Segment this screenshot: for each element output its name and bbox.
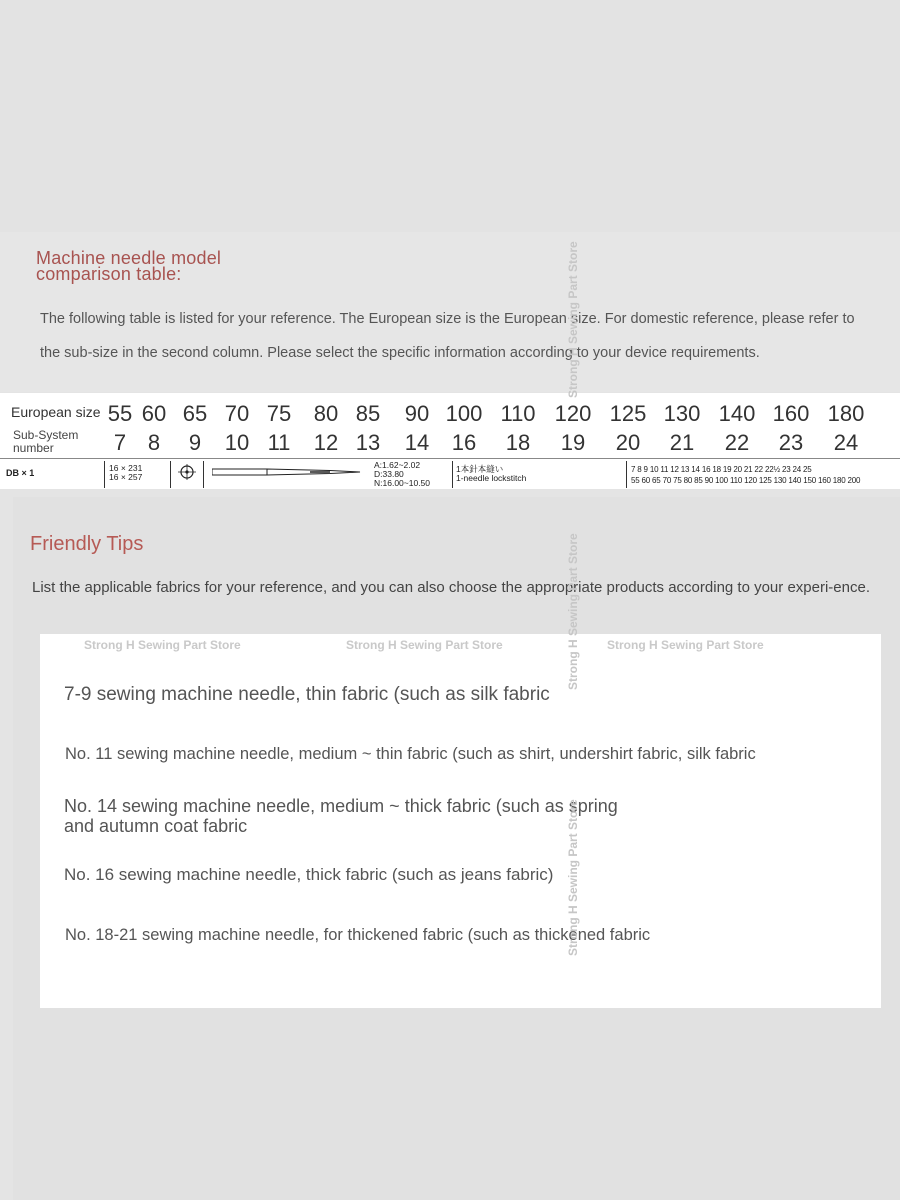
watermark-text: Strong H Sewing Part Store (84, 638, 241, 652)
european-size-value: 55 (107, 401, 133, 426)
sub-system-size-value: 8 (147, 430, 161, 455)
european-size-value: 85 (355, 401, 381, 426)
spec-stitch-jp: 1本針本縫い (456, 464, 504, 474)
european-size-value: 180 (827, 401, 865, 426)
european-size-label: European size (11, 404, 101, 420)
spec-divider (104, 461, 105, 488)
sub-system-size-value: 19 (560, 430, 586, 455)
sub-system-size-value: 12 (313, 430, 339, 455)
sub-system-size-value: 20 (615, 430, 641, 455)
watermark-vertical-text: Strong H Sewing Part Store (566, 533, 580, 690)
needle-diagram-icon (212, 466, 362, 478)
european-size-value: 70 (224, 401, 250, 426)
spec-divider (452, 461, 453, 488)
european-size-value: 65 (182, 401, 208, 426)
tips-intro-text: List the applicable fabrics for your reference, and you can also choose the appropriate products according to your experi-ence. (32, 579, 870, 596)
sub-system-size-value: 13 (355, 430, 381, 455)
spec-measure-d: D:33.80 (374, 469, 404, 479)
spec-mini-eu-sizes: 55 60 65 70 75 80 85 90 100 110 120 125 130 140 150 160 180 200 (631, 476, 861, 485)
sub-system-size-value: 16 (451, 430, 477, 455)
european-size-value: 100 (445, 401, 483, 426)
sub-system-size-value: 22 (724, 430, 750, 455)
tip-item: No. 16 sewing machine needle, thick fabric (such as jeans fabric) (64, 865, 554, 884)
european-size-value: 130 (663, 401, 701, 426)
sub-system-size-value: 14 (404, 430, 430, 455)
spec-model: DB × 1 (6, 468, 35, 478)
spec-stitch-type (456, 465, 526, 483)
sub-system-number-label: Sub-System number (13, 428, 79, 455)
european-size-value: 125 (609, 401, 647, 426)
sub-system-size-value: 10 (224, 430, 250, 455)
section-title-needle-comparison: Machine needle model comparison table: (36, 248, 222, 284)
european-size-value: 110 (500, 401, 536, 426)
tip-item: No. 18-21 sewing machine needle, for thickened fabric (such as thickened fabric (65, 926, 651, 944)
european-size-value: 60 (141, 401, 167, 426)
sub-system-size-value: 11 (267, 430, 291, 455)
watermark-vertical-text: Strong H Sewing Part Store (566, 799, 580, 956)
spec-measure-n: N:16.00~10.50 (374, 478, 431, 488)
spec-divider (626, 461, 627, 488)
spec-divider (203, 461, 204, 488)
spec-stitch-en: 1-needle lockstitch (456, 473, 527, 483)
spec-dims-1: 16 × 231 (109, 463, 143, 473)
top-blank-band (0, 0, 900, 232)
european-size-value: 80 (313, 401, 339, 426)
spec-measure-a: A:1.62~2.02 (374, 460, 421, 470)
tip-item: No. 11 sewing machine needle, medium ~ thin fabric (such as shirt, undershirt fabric, silk fabric (65, 745, 756, 763)
tip-item: 7-9 sewing machine needle, thin fabric (such as silk fabric (64, 684, 550, 705)
european-size-value: 120 (554, 401, 592, 426)
sub-system-size-value: 23 (778, 430, 804, 455)
watermark-text: Strong H Sewing Part Store (607, 638, 764, 652)
spec-dims-2: 16 × 257 (109, 472, 143, 482)
european-size-value: 75 (266, 401, 292, 426)
spec-measurements (374, 461, 430, 488)
watermark-text: Strong H Sewing Part Store (346, 638, 503, 652)
sub-system-size-value: 18 (505, 430, 531, 455)
tip-item-continued: and autumn coat fabric (64, 816, 248, 836)
sub-system-size-value: 7 (113, 430, 127, 455)
watermark-vertical-text: Strong H Sewing Part Store (566, 241, 580, 398)
section-title-friendly-tips: Friendly Tips (30, 533, 144, 555)
european-size-value: 160 (772, 401, 810, 426)
spec-mini-sub-sizes: 7 8 9 10 11 12 13 14 16 18 19 20 21 22 22½ 23 24 25 (631, 465, 812, 474)
spec-dims (109, 464, 142, 482)
needle-cross-section-icon (176, 462, 198, 484)
tip-item: No. 14 sewing machine needle, medium ~ thick fabric (such as spring (64, 796, 618, 816)
section-intro-text: The following table is listed for your reference. The European size is the European size. For domestic reference, please refer to the sub-size in the second column. Please select the specific information according to your device requirements. (40, 311, 855, 361)
spec-divider (170, 461, 171, 488)
european-size-value: 90 (404, 401, 430, 426)
sub-system-size-value: 21 (669, 430, 695, 455)
european-size-value: 140 (718, 401, 756, 426)
sub-system-size-value: 9 (188, 430, 202, 455)
sub-system-size-value: 24 (833, 430, 859, 455)
